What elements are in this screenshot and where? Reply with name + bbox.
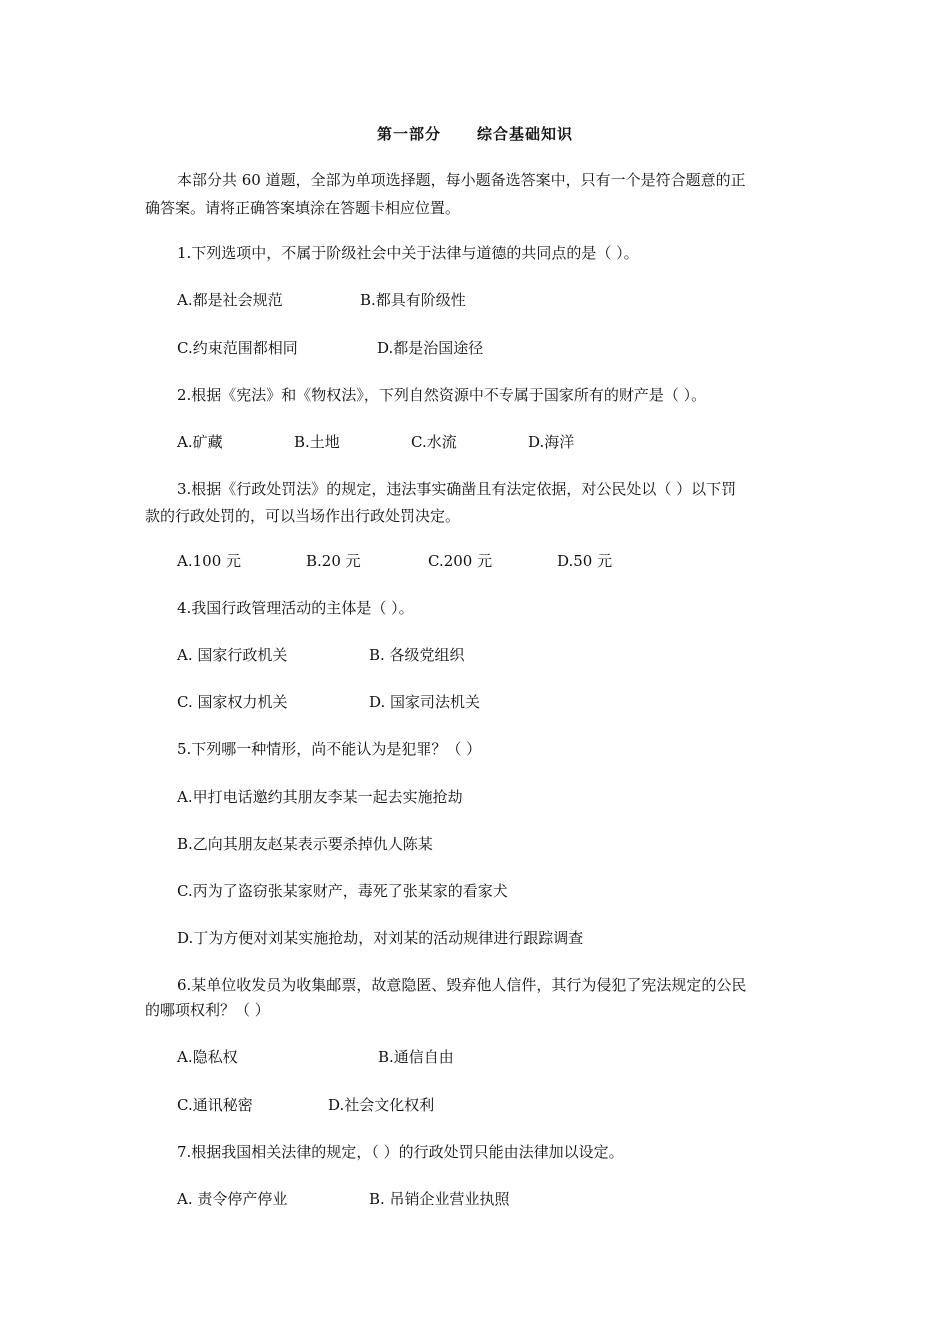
question-3-stem-line-2: 款的行政处罚的，可以当场作出行政处罚决定。 bbox=[145, 507, 461, 525]
question-1-option-a: A.都是社会规范 bbox=[177, 291, 283, 309]
question-2-option-c: C.水流 bbox=[411, 433, 457, 451]
question-5-stem: 5.下列哪一种情形，尚不能认为是犯罪？（ ） bbox=[177, 740, 482, 758]
question-6-stem-line-1: 6.某单位收发员为收集邮票，故意隐匿、毁弃他人信件，其行为侵犯了宪法规定的公民 bbox=[177, 976, 747, 994]
question-5-option-c: C.丙为了盗窃张某家财产，毒死了张某家的看家犬 bbox=[177, 882, 508, 900]
question-5-option-d: D.丁为方便对刘某实施抢劫，对刘某的活动规律进行跟踪调查 bbox=[177, 929, 584, 947]
question-6-option-d: D.社会文化权利 bbox=[328, 1096, 435, 1114]
question-4-stem: 4.我国行政管理活动的主体是（ ）。 bbox=[177, 599, 414, 617]
question-5-option-b: B.乙向其朋友赵某表示要杀掉仇人陈某 bbox=[177, 835, 433, 853]
question-6-option-a: A.隐私权 bbox=[177, 1048, 238, 1066]
question-2-option-d: D.海洋 bbox=[528, 433, 575, 451]
question-1-option-b: B.都具有阶级性 bbox=[360, 291, 466, 309]
section-name: 综合基础知识 bbox=[477, 125, 574, 143]
question-6-stem-line-2: 的哪项权利？（ ） bbox=[145, 1001, 270, 1019]
question-1-stem: 1.下列选项中，不属于阶级社会中关于法律与道德的共同点的是（ ）。 bbox=[177, 244, 639, 262]
question-2-option-b: B.土地 bbox=[294, 433, 340, 451]
section-part: 第一部分 bbox=[376, 125, 441, 143]
question-4-option-d: D. 国家司法机关 bbox=[369, 693, 481, 711]
intro-line-1: 本部分共 60 道题，全部为单项选择题，每小题备选答案中，只有一个是符合题意的正 bbox=[177, 171, 746, 189]
question-3-option-c: C.200 元 bbox=[428, 552, 493, 570]
question-3-option-a: A.100 元 bbox=[177, 552, 241, 570]
question-7-option-a: A. 责令停产停业 bbox=[177, 1190, 288, 1208]
question-6-option-c: C.通讯秘密 bbox=[177, 1096, 253, 1114]
question-1-option-d: D.都是治国途径 bbox=[377, 339, 484, 357]
question-7-stem: 7.根据我国相关法律的规定，（ ）的行政处罚只能由法律加以设定。 bbox=[177, 1143, 624, 1161]
question-1-option-c: C.约束范围都相同 bbox=[177, 339, 298, 357]
question-5-option-a: A.甲打电话邀约其朋友李某一起去实施抢劫 bbox=[177, 788, 463, 806]
question-3-option-d: D.50 元 bbox=[557, 552, 613, 570]
question-7-option-b: B. 吊销企业营业执照 bbox=[369, 1190, 510, 1208]
intro-line-2: 确答案。请将正确答案填涂在答题卡相应位置。 bbox=[145, 199, 461, 217]
question-2-option-a: A.矿藏 bbox=[177, 433, 223, 451]
question-4-option-a: A. 国家行政机关 bbox=[177, 646, 288, 664]
question-6-option-b: B.通信自由 bbox=[378, 1048, 454, 1066]
question-4-option-b: B. 各级党组织 bbox=[369, 646, 465, 664]
section-title bbox=[0, 123, 950, 144]
question-3-stem-line-1: 3.根据《行政处罚法》的规定，违法事实确凿且有法定依据，对公民处以（ ）以下罚 bbox=[177, 480, 737, 498]
question-4-option-c: C. 国家权力机关 bbox=[177, 693, 288, 711]
question-3-option-b: B.20 元 bbox=[306, 552, 361, 570]
question-2-stem: 2.根据《宪法》和《物权法》，下列自然资源中不专属于国家所有的财产是（ ）。 bbox=[177, 386, 707, 404]
